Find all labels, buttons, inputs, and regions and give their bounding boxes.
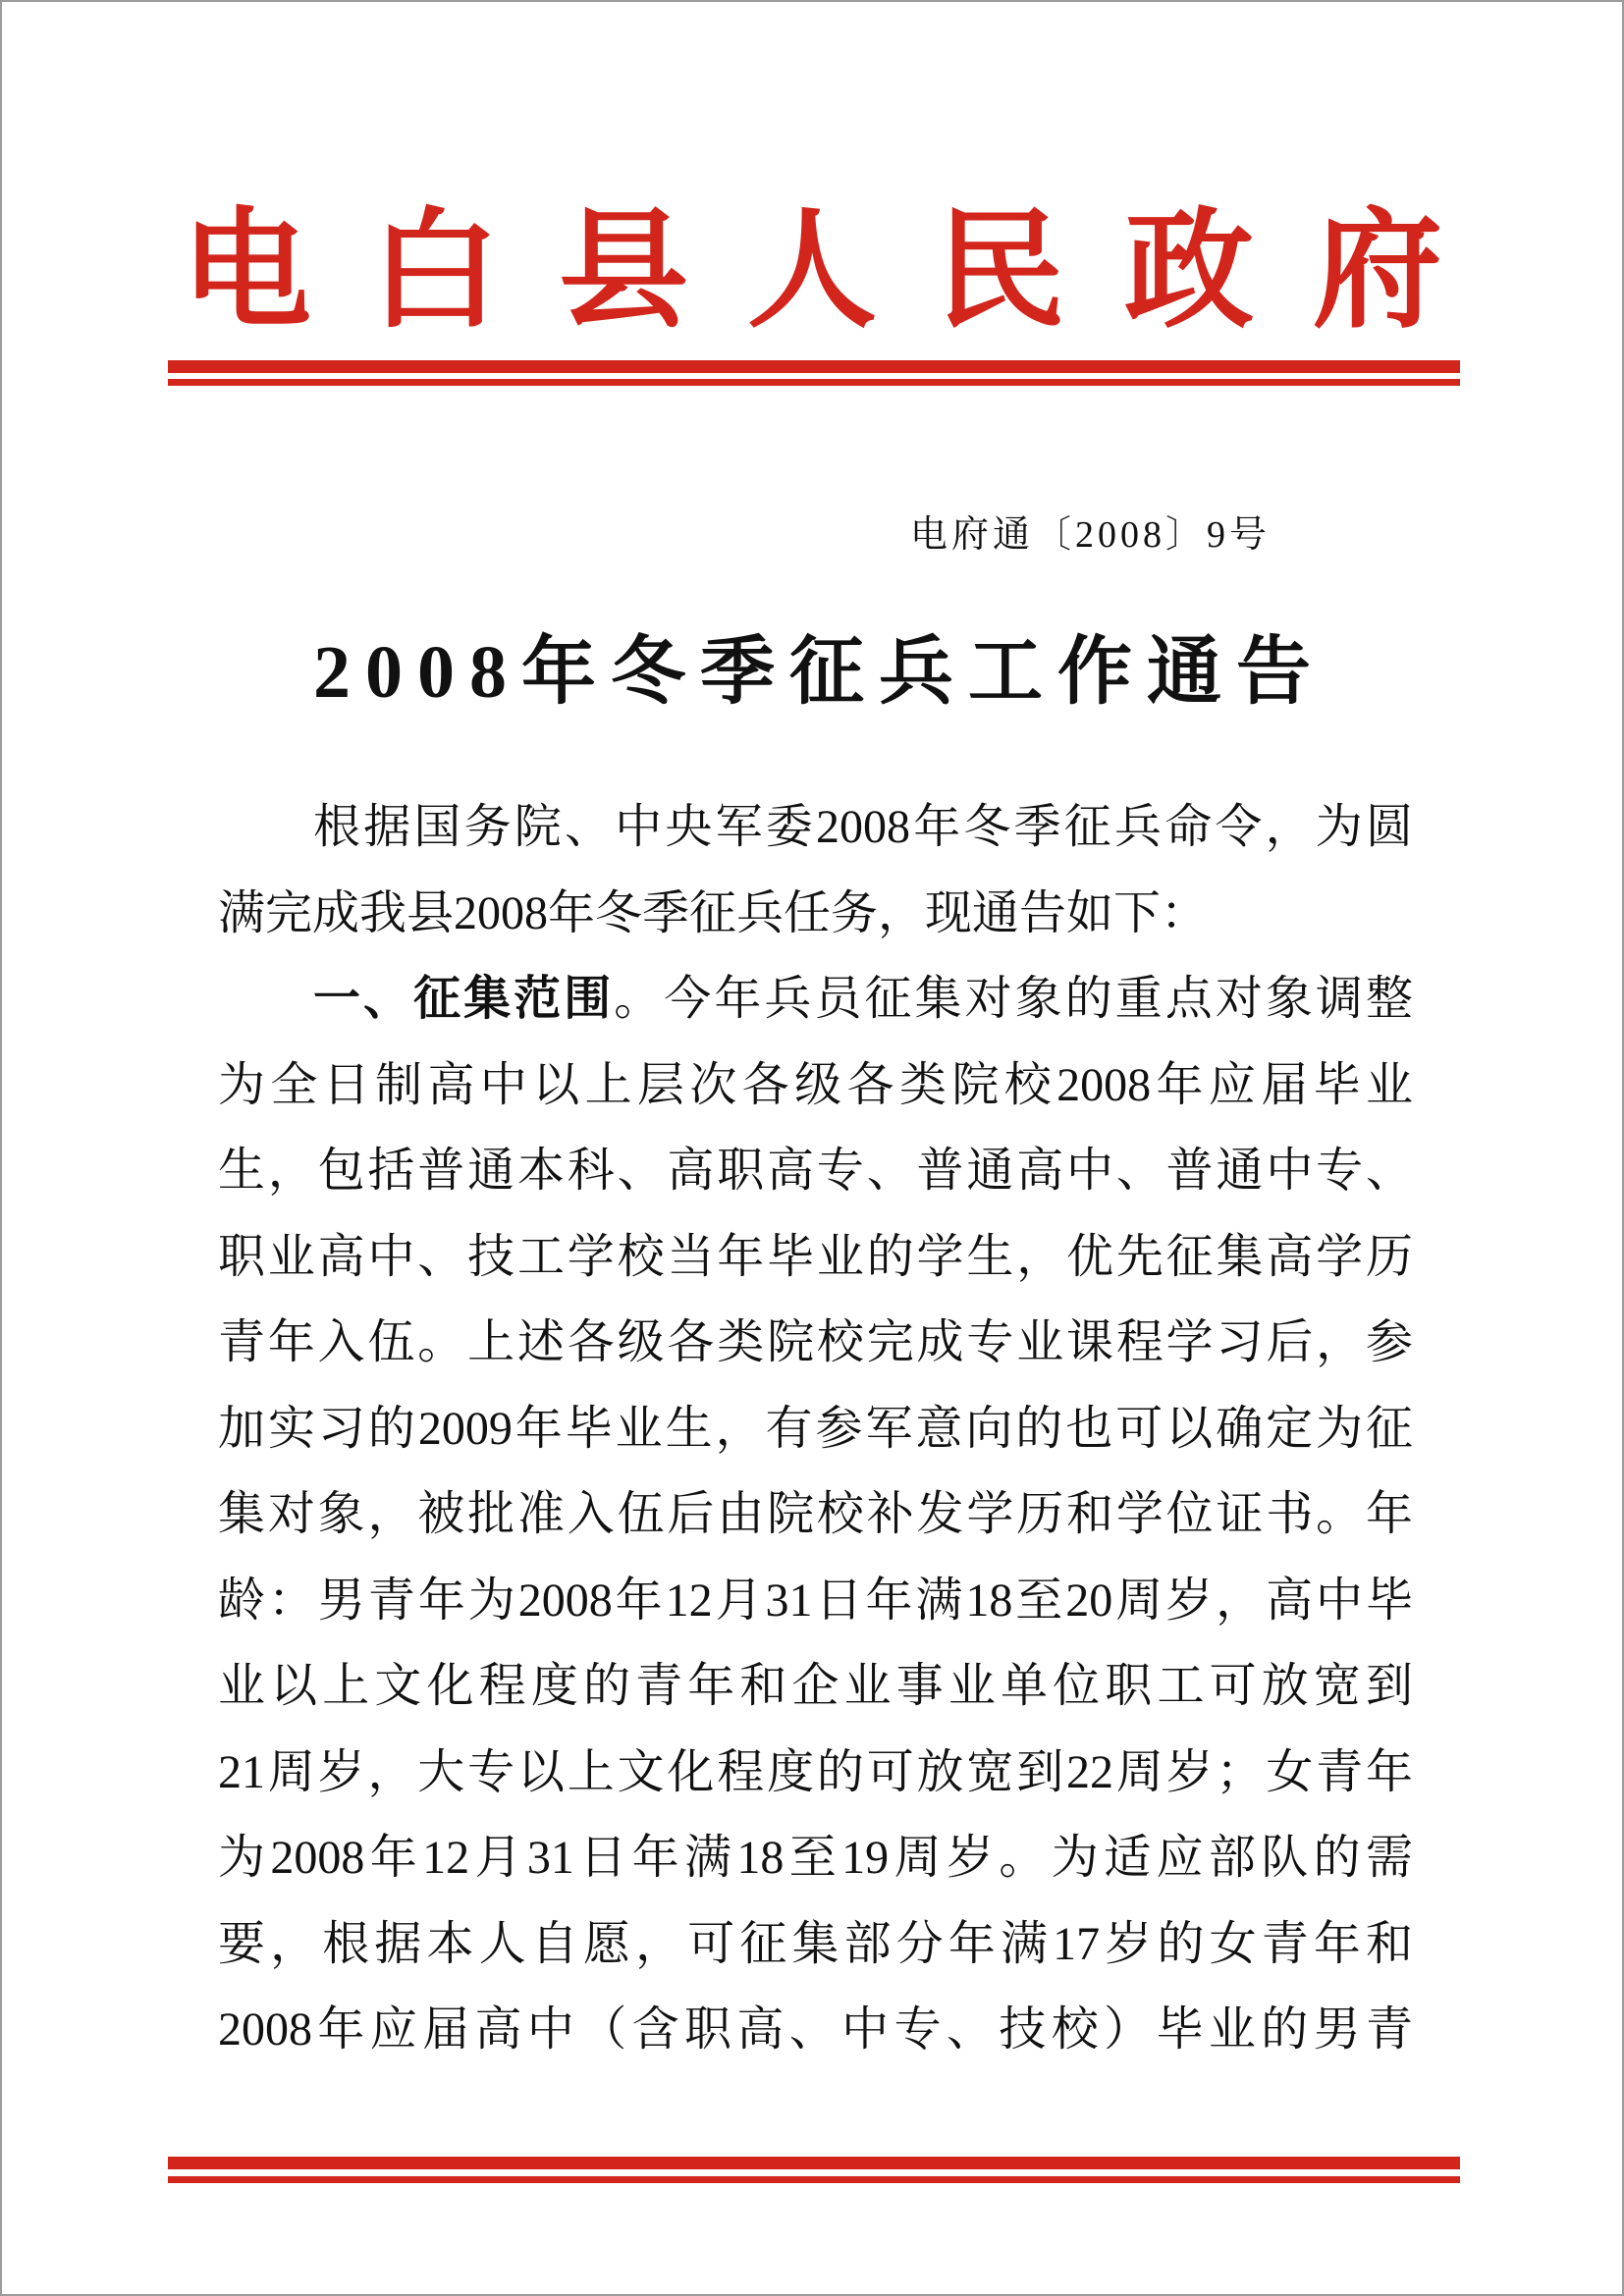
body-line-text: 加实习的2009年毕业生，有参军意向的也可以确定为征 [218, 1402, 1413, 1455]
body-line [218, 1643, 1413, 1730]
body-line-text: 职业高中、技工学校当年毕业的学生，优先征集高学历 [218, 1230, 1413, 1283]
body-line [218, 1386, 1413, 1472]
body-line-text: 要，根据本人自愿，可征集部分年满17岁的女青年和 [218, 1917, 1413, 1970]
footer-rule-thin [168, 2176, 1460, 2183]
body-line [218, 1901, 1413, 1988]
document-number: 电府通〔2008〕9号 [909, 514, 1271, 556]
body-line [218, 784, 1413, 871]
letterhead-org-name: 电白县人民政府 [182, 199, 1501, 344]
body-line-text: 业以上文化程度的青年和企业事业单位职工可放宽到 [218, 1660, 1413, 1712]
body-line-text: 为2008年12月31日年满18至19周岁。为适应部队的需 [218, 1832, 1413, 1884]
body-line [218, 871, 1413, 957]
body-line [218, 1042, 1413, 1129]
body-line [218, 1214, 1413, 1301]
body-line [218, 1558, 1413, 1644]
body-line [218, 1730, 1413, 1816]
body-line-text: 生，包括普通本科、高职高专、普通高中、普通中专、 [218, 1145, 1413, 1197]
document-body [218, 784, 1413, 2073]
footer-rule-thick [168, 2157, 1460, 2169]
letterhead-rule-thin [168, 379, 1460, 386]
body-line-text: 为全日制高中以上层次各级各类院校2008年应届毕业 [218, 1058, 1413, 1111]
body-line-text: 集对象，被批准入伍后由院校补发学历和学位证书。年 [218, 1488, 1413, 1540]
body-line [218, 1128, 1413, 1214]
letterhead-rule-thick [168, 360, 1460, 373]
document-title: 2008年冬季征兵工作通告 [313, 631, 1326, 714]
body-line-text: 满完成我县2008年冬季征兵任务，现通告如下： [218, 886, 1209, 939]
body-line-text: 。今年兵员征集对象的重点对象调整 [614, 973, 1413, 1025]
body-line [218, 956, 1413, 1042]
body-line [218, 1471, 1413, 1558]
body-line-text: 根据国务院、中央军委2008年冬季征兵命令，为圆 [313, 801, 1413, 853]
body-line-text: 2008年应届高中（含职高、中专、技校）毕业的男青 [218, 2003, 1413, 2056]
body-line-text: 21周岁，大专以上文化程度的可放宽到22周岁；女青年 [218, 1745, 1413, 1798]
body-line [218, 1300, 1413, 1386]
body-line-text: 龄：男青年为2008年12月31日年满18至20周岁，高中毕 [218, 1574, 1413, 1627]
body-line-text: 青年入伍。上述各级各类院校完成专业课程学习后，参 [218, 1316, 1413, 1368]
body-line [218, 1987, 1413, 2073]
body-line [218, 1815, 1413, 1901]
body-line-lead: 一、征集范围 [313, 973, 615, 1025]
